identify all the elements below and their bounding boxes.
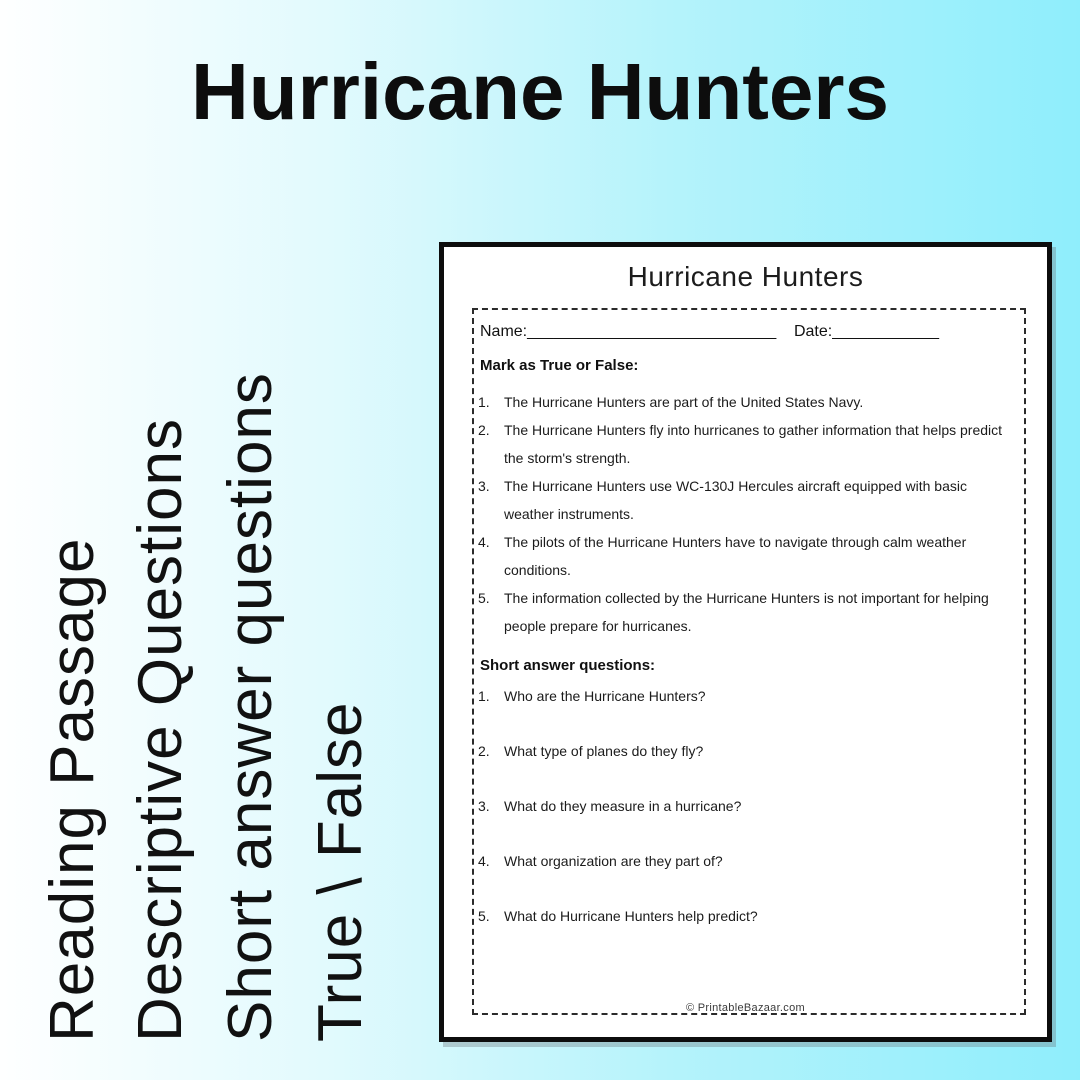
item-text: The Hurricane Hunters fly into hurricanes to gather information that helps predict the storm's strength. <box>504 422 1003 466</box>
item-text: The pilots of the Hurricane Hunters have to navigate through calm weather conditions. <box>504 534 967 578</box>
worksheet-dashed-frame <box>472 308 1026 1015</box>
footer-credit: © PrintableBazaar.com <box>686 1002 805 1014</box>
item-number: 3. <box>478 478 490 494</box>
item-number: 3. <box>478 798 490 814</box>
item-text: The Hurricane Hunters are part of the United States Navy. <box>504 394 864 410</box>
item-number: 1. <box>478 688 490 704</box>
short-answer-list <box>478 682 1024 930</box>
worksheet-card <box>439 242 1052 1042</box>
date-cell <box>794 322 939 342</box>
item-text: The information collected by the Hurricane Hunters is not important for helping people prepare for hurricanes. <box>504 590 989 634</box>
item-text: What type of planes do they fly? <box>504 743 704 759</box>
short-answer-item <box>478 792 1024 820</box>
item-text: The Hurricane Hunters use WC-130J Hercules aircraft equipped with basic weather instruments. <box>504 478 967 522</box>
true-false-item <box>478 528 1024 584</box>
true-false-item <box>478 416 1024 472</box>
short-answer-item <box>478 737 1024 765</box>
true-false-item <box>478 584 1024 640</box>
item-text: What do they measure in a hurricane? <box>504 798 742 814</box>
item-number: 2. <box>478 422 490 438</box>
item-number: 2. <box>478 743 490 759</box>
name-label: Name: <box>480 323 528 340</box>
item-text: What do Hurricane Hunters help predict? <box>504 908 758 924</box>
short-answer-item <box>478 682 1024 710</box>
true-false-heading: Mark as True or False: <box>480 357 639 374</box>
side-label-reading-passage: Reading Passage <box>38 537 107 1042</box>
side-label-short-answer-questions: Short answer questions <box>216 372 285 1042</box>
item-number: 5. <box>478 908 490 924</box>
true-false-item <box>478 388 1024 416</box>
item-number: 5. <box>478 590 490 606</box>
item-text: What organization are they part of? <box>504 853 723 869</box>
page-title: Hurricane Hunters <box>191 47 889 136</box>
short-answer-heading: Short answer questions: <box>480 657 656 674</box>
short-answer-item <box>478 847 1024 875</box>
date-blank-line: ____________ <box>832 323 939 340</box>
worksheet-title: Hurricane Hunters <box>627 261 864 292</box>
date-label: Date: <box>793 323 833 340</box>
true-false-list <box>478 388 1024 640</box>
item-number: 4. <box>478 853 490 869</box>
item-text: Who are the Hurricane Hunters? <box>504 688 706 704</box>
name-date-row <box>478 322 1024 342</box>
short-answer-item <box>478 902 1024 930</box>
name-blank-line: ____________________________ <box>527 323 777 340</box>
true-false-item <box>478 472 1024 528</box>
item-number: 1. <box>478 394 490 410</box>
item-number: 4. <box>478 534 490 550</box>
side-label-true-false: True \ False <box>306 701 375 1042</box>
side-label-descriptive-questions: Descriptive Questions <box>126 417 195 1042</box>
